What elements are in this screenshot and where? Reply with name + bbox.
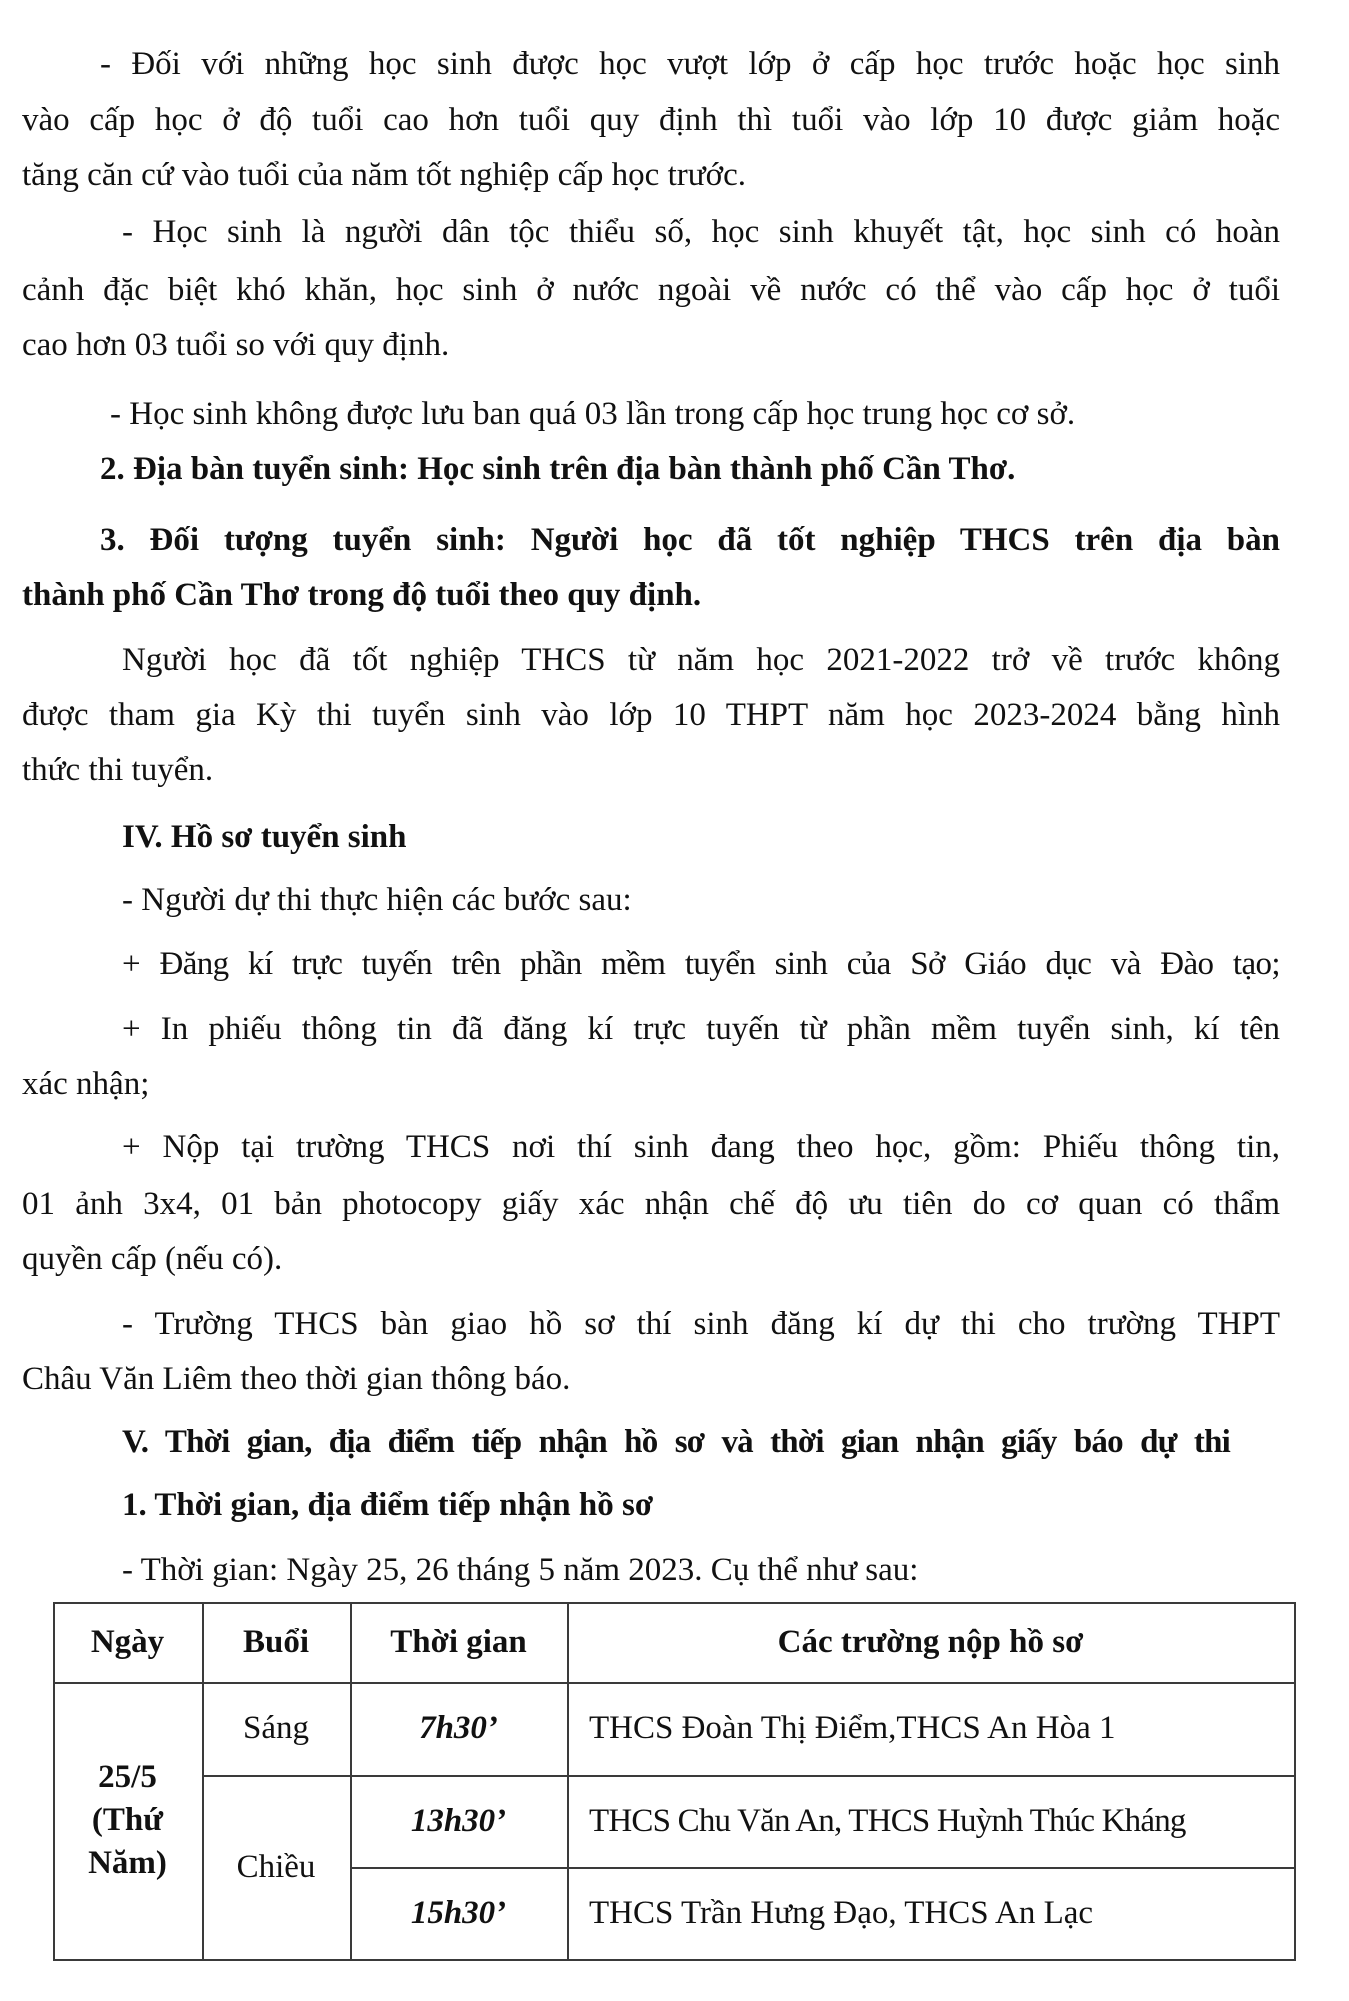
- section-heading: 3. Đối tượng tuyển sinh: Người học đã tốt nghiệp THCS trên địa bàn: [100, 522, 1280, 558]
- section-heading: 1. Thời gian, địa điểm tiếp nhận hồ sơ: [122, 1487, 654, 1523]
- table-header-session: Buổi: [242, 1623, 310, 1660]
- section-heading: V. Thời gian, địa điểm tiếp nhận hồ sơ và thời gian nhận giấy báo dự thi: [122, 1424, 1230, 1460]
- paragraph-line: được tham gia Kỳ thi tuyển sinh vào lớp 10 THPT năm học 2023-2024 bằng hình: [22, 697, 1280, 733]
- table-cell-time: 15h30’: [410, 1894, 507, 1931]
- paragraph-line: Châu Văn Liêm theo thời gian thông báo.: [22, 1361, 571, 1397]
- paragraph-line: - Đối với những học sinh được học vượt lớp ở cấp học trước hoặc học sinh: [100, 46, 1280, 82]
- table-border-bottom: [53, 1959, 1296, 1961]
- table-cell-schools: THCS Chu Văn An, THCS Huỳnh Thúc Kháng: [589, 1802, 1186, 1839]
- table-header-time: Thời gian: [390, 1623, 527, 1660]
- paragraph-line: thức thi tuyển.: [22, 752, 214, 788]
- schedule-table: [53, 1602, 1294, 1960]
- weekday-close: Năm): [88, 1845, 167, 1881]
- step-item: xác nhận;: [22, 1066, 150, 1102]
- weekday-open: (Thứ: [91, 1802, 164, 1838]
- table-cell-session-afternoon: Chiều: [236, 1848, 316, 1885]
- table-cell-time: 7h30’: [419, 1710, 498, 1746]
- step-item: + Nộp tại trường THCS nơi thí sinh đang theo học, gồm: Phiếu thông tin,: [122, 1129, 1280, 1165]
- section-heading: IV. Hồ sơ tuyển sinh: [122, 819, 407, 855]
- paragraph-line: - Học sinh là người dân tộc thiểu số, học sinh khuyết tật, học sinh có hoàn: [122, 214, 1280, 250]
- paragraph-line: - Trường THCS bàn giao hồ sơ thí sinh đăng kí dự thi cho trường THPT: [122, 1306, 1280, 1342]
- paragraph-line: vào cấp học ở độ tuổi cao hơn tuổi quy định thì tuổi vào lớp 10 được giảm hoặc: [22, 102, 1280, 138]
- paragraph-line: cảnh đặc biệt khó khăn, học sinh ở nước ngoài về nước có thể vào cấp học ở tuổi: [22, 272, 1280, 308]
- step-item: + In phiếu thông tin đã đăng kí trực tuyến từ phần mềm tuyển sinh, kí tên: [122, 1011, 1280, 1047]
- table-cell-time: 13h30’: [410, 1802, 507, 1839]
- paragraph-line: - Học sinh không được lưu ban quá 03 lần trong cấp học trung học cơ sở.: [110, 396, 1076, 432]
- step-item: + Đăng kí trực tuyến trên phần mềm tuyển sinh của Sở Giáo dục và Đào tạo;: [122, 946, 1280, 982]
- section-heading: thành phố Cần Thơ trong độ tuổi theo quy định.: [22, 577, 702, 613]
- section-heading: 2. Địa bàn tuyển sinh: Học sinh trên địa bàn thành phố Cần Thơ.: [100, 451, 1016, 487]
- table-cell-schools: THCS Đoàn Thị Điểm,THCS An Hòa 1: [589, 1710, 1116, 1746]
- table-border-right: [1294, 1602, 1296, 1961]
- date-value: 25/5: [98, 1759, 157, 1795]
- table-cell-session-morning: Sáng: [243, 1710, 309, 1746]
- paragraph-line: - Thời gian: Ngày 25, 26 tháng 5 năm 2023. Cụ thể như sau:: [122, 1552, 919, 1588]
- table-cell-schools: THCS Trần Hưng Đạo, THCS An Lạc: [589, 1894, 1094, 1931]
- step-item: quyền cấp (nếu có).: [22, 1241, 283, 1277]
- paragraph-line: Người học đã tốt nghiệp THCS từ năm học 2021-2022 trở về trước không: [122, 642, 1280, 678]
- table-header-date: Ngày: [90, 1623, 165, 1660]
- table-header-schools: Các trường nộp hồ sơ: [777, 1623, 1084, 1660]
- paragraph-line: tăng căn cứ vào tuổi của năm tốt nghiệp cấp học trước.: [22, 157, 746, 193]
- paragraph-line: cao hơn 03 tuổi so với quy định.: [22, 327, 450, 363]
- table-cell-date: [53, 1682, 202, 1959]
- step-item: 01 ảnh 3x4, 01 bản photocopy giấy xác nhận chế độ ưu tiên do cơ quan có thẩm: [22, 1186, 1280, 1222]
- paragraph-line: - Người dự thi thực hiện các bước sau:: [122, 882, 632, 918]
